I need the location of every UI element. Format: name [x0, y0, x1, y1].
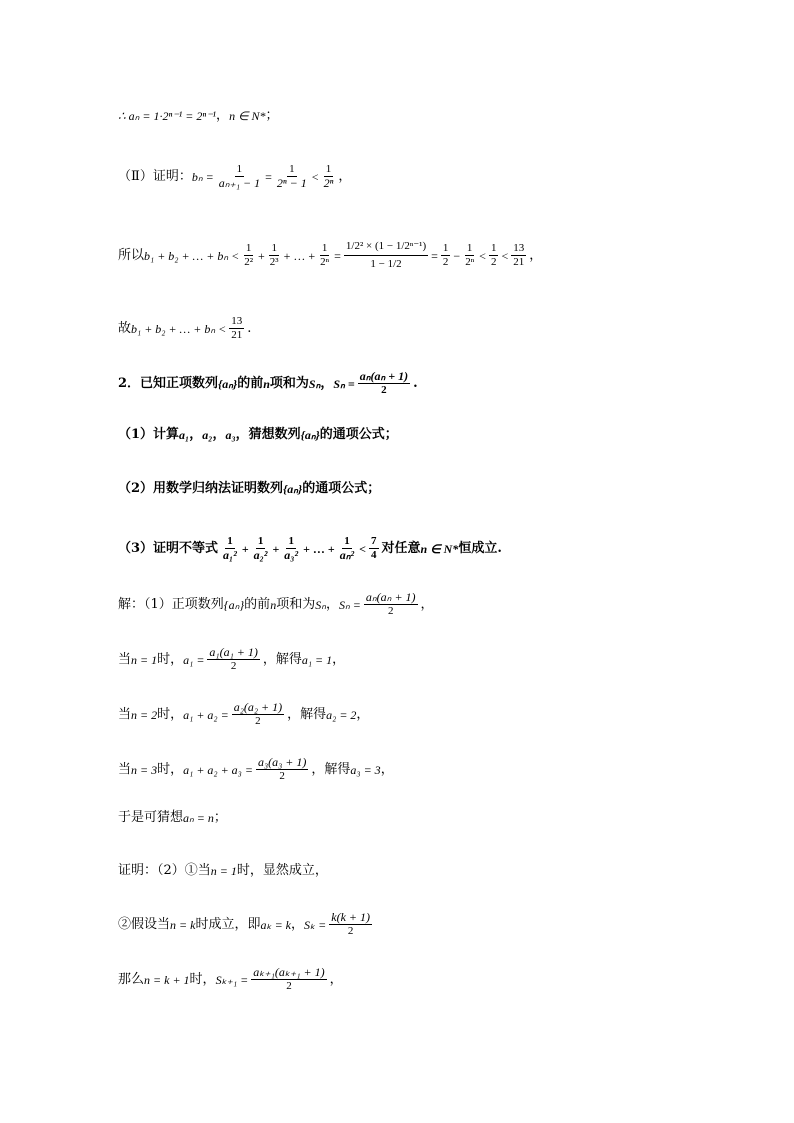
- formula: n = k + 1: [144, 972, 190, 987]
- punct: .: [413, 375, 418, 391]
- fraction: $\frac{1}{\text{a₁²}}$: [223, 535, 237, 562]
- punct: ，: [216, 108, 230, 123]
- punct: .: [247, 320, 252, 336]
- fraction: $\frac{1}{\text{2²}}$: [244, 242, 254, 268]
- formula: n: [263, 376, 270, 391]
- operator: <: [501, 248, 509, 263]
- punct: ，: [356, 706, 370, 722]
- formula: aₙ = n: [183, 811, 214, 825]
- formula: a₃: [225, 428, 236, 442]
- text: 项和为: [269, 375, 309, 391]
- text: 当: [118, 761, 132, 777]
- formula: Sₙ =: [333, 376, 355, 391]
- fraction: $\frac{k(k + 1)}{2}$: [331, 910, 370, 937]
- punct: ，: [189, 427, 203, 442]
- fraction: $\frac{13}{21}$: [513, 242, 525, 268]
- operator: =: [334, 248, 341, 263]
- operator: <: [359, 541, 366, 556]
- formula: b₁ + b₂ + … + bₙ <: [144, 248, 240, 263]
- fraction: $\frac{\text{aₖ₊₁(aₖ₊₁ + 1)}}{2}$: [253, 965, 325, 992]
- case-n-3: [118, 756, 394, 783]
- text: 的通项公式；: [319, 427, 398, 442]
- text: 2．已知正项数列: [118, 375, 219, 391]
- punct: ，: [325, 596, 339, 612]
- formula: {aₙ}: [300, 428, 320, 442]
- text: 项和为: [276, 596, 316, 612]
- formula: n ∈ N*: [229, 109, 266, 123]
- text: 解：（1）正项数列: [118, 596, 224, 612]
- operator: −: [453, 248, 461, 263]
- case-n-1: [118, 646, 345, 673]
- formula: bₙ =: [191, 169, 214, 184]
- proof-base-case: [118, 863, 328, 879]
- problem-2-part-3: （3）证明不等式 $\frac{1}{\text{a₁²}}$ + $\frac{1}{\text{a₂²}}$ + $\frac{1}{\text{a₃²}}$ + … + $\frac{1}{\text{aₙ²}}$ < $\frac{7}{4}$ 对任意 n ∈ N* 恒成立.: [118, 535, 502, 562]
- fraction: $\frac{\text{aₙ(aₙ + 1)}}{2}$: [359, 369, 409, 396]
- formula: {aₙ}: [283, 482, 303, 496]
- formula: Sₙ =: [339, 597, 361, 612]
- punct: ，: [338, 168, 352, 184]
- formula: aₖ = k: [260, 917, 292, 932]
- text: ，解得: [287, 706, 327, 722]
- fraction: $\frac{1}{\text{2ⁿ}}$: [323, 163, 334, 190]
- formula: Sₙ: [315, 597, 326, 612]
- fraction: $\frac{13}{21}$: [231, 315, 243, 341]
- text: 当: [118, 706, 132, 722]
- problem-2-statement: [118, 370, 418, 397]
- text: ，解得: [262, 651, 302, 667]
- formula: a₃ = 3: [350, 762, 381, 777]
- fraction: $\frac{1}{\text{2ⁿ}}$: [465, 242, 475, 268]
- formula: a₂: [202, 428, 213, 442]
- text: （2）用数学归纳法证明数列: [118, 481, 284, 496]
- formula: b₁ + b₂ + … + bₙ <: [131, 321, 227, 336]
- fraction: $\frac{1}{\text{2³}}$: [269, 242, 279, 268]
- punct: ，: [332, 651, 346, 667]
- text: 时，: [189, 971, 216, 987]
- text: 时，: [157, 651, 184, 667]
- formula: a₁ = 1: [301, 652, 333, 667]
- text: 的通项公式；: [302, 481, 381, 496]
- fraction: $\frac{\text{a₁(a₁ + 1)}}{2}$: [209, 645, 258, 672]
- punct: ；: [213, 810, 227, 825]
- text: 所以: [118, 247, 145, 263]
- problem-2-part-2: [118, 481, 380, 497]
- fraction: $\frac{1}{2}$: [490, 242, 497, 268]
- formula: a₁ + a₂ + a₃ =: [183, 762, 253, 777]
- formula: n = k: [170, 917, 196, 932]
- fraction: $\frac{1}{\text{2ⁿ}}$: [320, 242, 330, 268]
- line-bn-proof: [118, 163, 351, 190]
- formula: a₁ =: [183, 652, 205, 667]
- operator: =: [265, 169, 272, 184]
- case-n-2: [118, 701, 369, 728]
- text: ②假设当: [118, 916, 171, 932]
- text: 故: [118, 320, 132, 336]
- formula: {aₙ}: [223, 597, 245, 612]
- punct: ，: [529, 247, 543, 263]
- formula: n ∈ N*: [420, 541, 459, 556]
- formula: ∴ aₙ = 1·2ⁿ⁻¹ = 2ⁿ⁻¹: [118, 109, 217, 123]
- punct: ，: [420, 596, 434, 612]
- solution-intro: [118, 591, 434, 618]
- formula: n = 3: [131, 762, 158, 777]
- text: 恒成立.: [458, 540, 502, 556]
- text: 时，: [157, 706, 184, 722]
- text: 时，显然成立，: [236, 863, 328, 878]
- formula: {aₙ}: [218, 376, 238, 391]
- fraction-compound: $\frac{\text{1/2² × (1 − 1/2ⁿ⁻¹)}}{1 - 1/2}$: [345, 240, 427, 270]
- operator: + … +: [303, 541, 335, 556]
- fraction: $\frac{1}{\text{a₃²}}$: [284, 535, 299, 562]
- text: （Ⅱ）证明：: [118, 168, 192, 184]
- fraction: $\frac{\text{aₙ(aₙ + 1)}}{2}$: [365, 590, 416, 617]
- line-an-formula: [118, 108, 279, 124]
- text: 当: [118, 651, 132, 667]
- formula: n: [270, 597, 277, 612]
- formula: a₁ + a₂ =: [183, 707, 229, 722]
- text: 时成立，即: [195, 916, 261, 932]
- punct: ；: [265, 108, 279, 123]
- fraction: $\frac{1}{2}$: [442, 242, 449, 268]
- punct: ，: [329, 971, 343, 987]
- fraction: $\frac{\text{a₃(a₃ + 1)}}{2}$: [257, 755, 307, 782]
- punct: ，: [291, 916, 305, 932]
- fraction: $\frac{1}{\text{2ⁿ − 1}}$: [276, 163, 307, 190]
- text: ，猜想数列: [235, 427, 301, 442]
- text: 对任意: [381, 540, 421, 556]
- fraction: $\frac{7}{4}$: [371, 535, 377, 561]
- formula: Sₖ₊₁ =: [215, 972, 249, 987]
- problem-2-part-1: [118, 427, 398, 443]
- punct: ，: [380, 761, 394, 777]
- formula: n = 1: [131, 652, 158, 667]
- line-conclusion: [118, 315, 251, 342]
- punct: ，: [212, 427, 226, 442]
- formula: a₁: [179, 428, 190, 442]
- fraction: $\frac{1}{\text{a₂²}}$: [253, 535, 268, 562]
- operator: <: [311, 169, 319, 184]
- formula: Sₙ: [308, 376, 321, 391]
- operator: <: [479, 248, 486, 263]
- text: ，解得: [311, 761, 351, 777]
- conjecture: [118, 810, 227, 826]
- fraction: $\frac{1}{\text{aₙ²}}$: [339, 535, 355, 562]
- line-sum-inequality: 所以 b₁ + b₂ + … + bₙ < $\frac{1}{\text{2²}}$ + $\frac{1}{\text{2³}}$ + … + $\frac{1}{\text{2ⁿ}}$ = $\frac{\text{1/2² × (1 − 1/2ⁿ⁻¹)}}{1 - 1/2}$ = $\frac{1}{2}$ − $\frac{1}{\text{2ⁿ}}$ < $\frac{1}{2}$ < $\frac{13}{21}$ ，: [118, 238, 542, 273]
- text: 的前: [244, 596, 271, 612]
- text: 那么: [118, 971, 145, 987]
- operator: + … +: [283, 248, 316, 263]
- punct: ，: [320, 375, 334, 391]
- text: 证明：（2）①当: [118, 863, 211, 878]
- proof-step: [118, 966, 343, 993]
- text: （3）证明不等式: [118, 540, 219, 556]
- formula: a₂ = 2: [326, 707, 357, 722]
- fraction: $\frac{\text{a₂(a₂ + 1)}}{2}$: [233, 700, 283, 727]
- formula: Sₖ =: [304, 917, 327, 932]
- text: （1）计算: [118, 427, 180, 442]
- proof-hypothesis: [118, 911, 375, 938]
- operator: =: [431, 248, 438, 263]
- formula: n = 1: [210, 864, 237, 878]
- formula: n = 2: [131, 707, 158, 722]
- fraction: $\frac{1}{\text{aₙ₊₁ − 1}}$: [218, 163, 261, 190]
- text: 时，: [157, 761, 184, 777]
- text: 的前: [237, 375, 264, 391]
- text: 于是可猜想: [118, 810, 184, 825]
